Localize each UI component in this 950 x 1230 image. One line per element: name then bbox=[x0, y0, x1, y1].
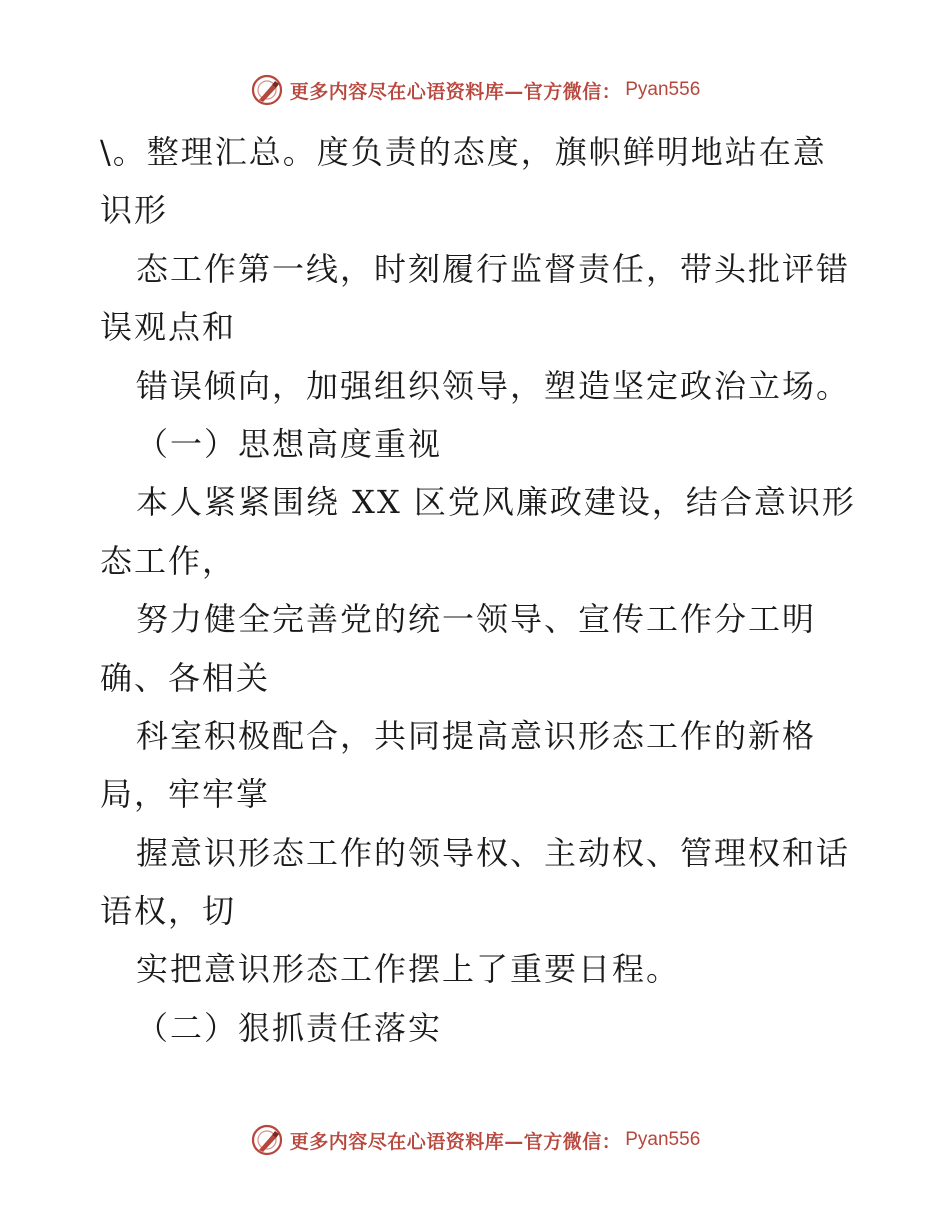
footer-watermark bbox=[0, 1120, 950, 1160]
body-line: 态工作， bbox=[100, 541, 237, 580]
body-line: 确、各相关 bbox=[100, 658, 271, 697]
body-line: 本人紧紧围绕 XX 区党风廉政建设，结合意识形 bbox=[136, 483, 856, 522]
body-line: 局，牢牢掌 bbox=[100, 775, 271, 814]
body-line: \。整理汇总。度负责的态度，旗帜鲜明地站在意 bbox=[100, 133, 827, 171]
body-line: 实把意识形态工作摆上了重要日程。 bbox=[136, 950, 681, 989]
body-line: 误观点和 bbox=[100, 308, 237, 347]
body-line: 识形 bbox=[100, 191, 169, 230]
body-line: 努力健全完善党的统一领导、宣传工作分工明 bbox=[136, 600, 817, 639]
body-line: 错误倾向，加强组织领导，塑造坚定政治立场。 bbox=[136, 366, 851, 405]
body-line: 握意识形态工作的领导权、主动权、管理权和话 bbox=[136, 833, 851, 872]
header-watermark-wechat-id: Pyan556 bbox=[625, 79, 701, 100]
footer-watermark-text: 更多内容尽在心语资料库—官方微信： bbox=[289, 1130, 622, 1153]
document-body bbox=[100, 123, 860, 1057]
pen-logo-icon bbox=[250, 1123, 284, 1157]
body-line: 语权，切 bbox=[100, 892, 237, 931]
body-line: 态工作第一线，时刻履行监督责任，带头批评错 bbox=[136, 249, 851, 288]
pen-logo-icon bbox=[250, 73, 284, 107]
section-heading: （二）狠抓责任落实 bbox=[136, 1008, 443, 1047]
section-heading: （一）思想高度重视 bbox=[136, 424, 443, 463]
header-watermark-text: 更多内容尽在心语资料库—官方微信： bbox=[289, 80, 622, 103]
footer-watermark-wechat-id: Pyan556 bbox=[625, 1129, 701, 1150]
header-watermark bbox=[0, 70, 950, 110]
body-line: 科室积极配合，共同提高意识形态工作的新格 bbox=[136, 716, 817, 755]
